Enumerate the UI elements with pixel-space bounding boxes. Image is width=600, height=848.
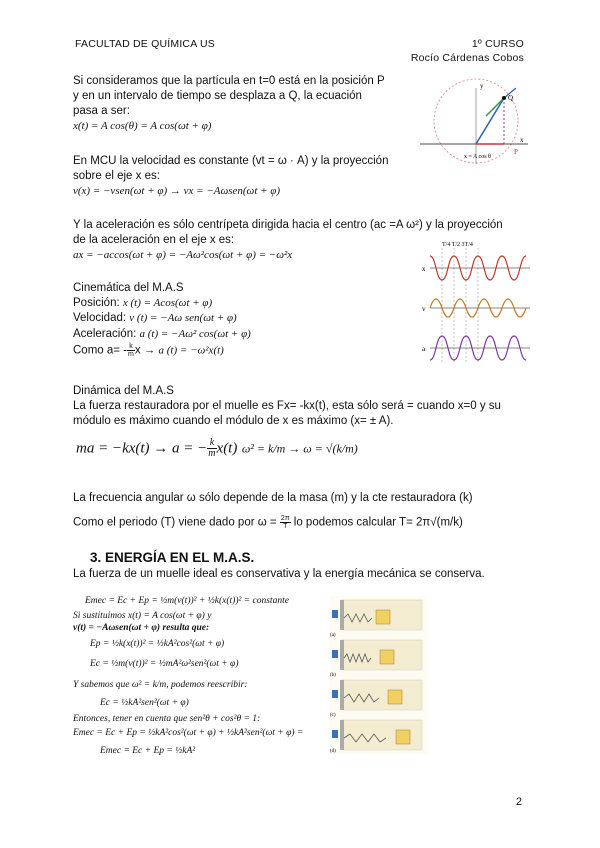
kinematics-position xyxy=(73,296,212,310)
acceleration-equation: ax = −accos(ωt + φ) = −Aω²cos(ωt + φ) = −ω²x xyxy=(73,249,293,261)
k-over-m-fraction: $\frac{k}{m}$ xyxy=(128,343,134,358)
energy-line-5: Ec = ½m(v(t))² = ½mA²ω²sen²(ωt + φ) xyxy=(90,659,239,669)
header-course: 1º CURSO xyxy=(471,38,524,50)
dynamics-eq-right: ω² = k/m → ω = √(k/m) xyxy=(241,441,358,456)
dynamics-k-over-m: $\frac{k}{m}$ xyxy=(208,437,216,459)
dynamics-title: Dinámica del M.A.S xyxy=(73,385,174,397)
graph-label-v: v xyxy=(422,305,426,313)
graph-label-a: a xyxy=(422,345,426,353)
mas-graphs-figure xyxy=(422,238,534,368)
accel-line-2: de la aceleración en el eje x es: xyxy=(73,234,235,246)
dynamics-eq-mid: x(t) xyxy=(216,440,238,457)
period-prefix: Como el periodo (T) viene dado por ω = xyxy=(73,516,277,529)
intro-line-1: Si consideramos que la partícula en t=0 está en la posición P xyxy=(73,75,385,87)
velocity-eq: v (t) = −Aω sen(ωt + φ) xyxy=(129,312,237,324)
graph-label-x: x xyxy=(422,265,426,273)
svg-text:(a): (a) xyxy=(330,633,336,638)
energy-line-9: Emec = Ec + Ep = ½kA²cos²(ωt + φ) + ½kA²sen²(ωt + φ) = xyxy=(73,728,304,738)
svg-text:(c): (c) xyxy=(330,713,336,718)
como-eq: a (t) = −ω²x(t) xyxy=(158,344,224,357)
energy-line-4: Ep = ½k(x(t))² = ½kA²cos²(ωt + φ) xyxy=(90,639,225,649)
energy-line-10: Emec = Ec + Ep = ½kA² xyxy=(100,746,196,756)
label-P: P xyxy=(514,148,518,156)
svg-text:(b): (b) xyxy=(330,673,336,678)
energy-line-2: Si sustituimos x(t) = A cos(ωt + φ) y xyxy=(73,611,212,621)
intro-line-2: y en un intervalo de tiempo se desplaza a Q, la ecuación xyxy=(73,90,362,102)
kinematics-velocity xyxy=(73,311,237,325)
acceleration-label: Aceleración: xyxy=(73,328,137,340)
position-label: Posición: xyxy=(73,297,120,309)
label-bottom: x = A cos θ xyxy=(464,154,491,160)
energy-line-3: v(t) = −Aωsen(ωt + φ) resulta que: xyxy=(73,623,210,633)
label-y: y xyxy=(480,82,484,90)
spring-energy-figure xyxy=(330,596,428,754)
section-3-heading: 3. ENERGÍA EN EL M.A.S. xyxy=(90,550,255,565)
intro-line-3: pasa a ser: xyxy=(73,105,130,117)
como-prefix: Como a= - xyxy=(73,344,128,357)
position-equation: x(t) = A cos(θ) = A cos(ωt + φ) xyxy=(73,120,212,132)
dynamics-line-1: La fuerza restauradora por el muelle es Fx= -kx(t), esta sólo será = cuando x=0 y su xyxy=(73,400,501,412)
mcu-line-1: En MCU la velocidad es constante (vt = ω · A) y la proyección xyxy=(73,155,389,167)
mcu-line-2: sobre el eje x es: xyxy=(73,170,160,182)
energy-line-6: Y sabemos que ω² = k/m, podemos reescribir: xyxy=(73,680,248,690)
como-mid: x → xyxy=(134,344,156,357)
energy-line-8: Entonces, tener en cuenta que sen²θ + cos²θ = 1: xyxy=(73,714,261,724)
dynamics-line-2: módulo es máximo cuando el módulo de x es máximo (x= ± A). xyxy=(73,415,394,427)
page-number: 2 xyxy=(515,796,522,808)
period-suffix: lo podemos calcular T= 2π√(m/k) xyxy=(293,516,463,529)
label-Q: Q xyxy=(508,94,514,102)
header-author: Rocío Cárdenas Cobos xyxy=(410,52,524,64)
label-x: x xyxy=(520,136,524,144)
position-eq: x (t) = Acos(ωt + φ) xyxy=(122,297,213,309)
two-pi-over-T-fraction: $\frac{2\pi}{T}$ xyxy=(280,515,290,530)
accel-line-1: Y la aceleración es sólo centrípeta dirigida hacia el centro (ac =A ω²) y la proyección xyxy=(73,219,503,231)
velocity-label: Velocidad: xyxy=(73,312,127,324)
section-3-line-1: La fuerza de un muelle ideal es conservativa y la energía mecánica se conserva. xyxy=(73,568,485,580)
kinematics-acceleration xyxy=(73,327,251,341)
dynamics-equation xyxy=(76,438,358,459)
frequency-line-2 xyxy=(73,515,463,530)
circle-projection-figure xyxy=(420,76,530,166)
header-faculty: FACULTAD DE QUÍMICA US xyxy=(75,38,215,50)
spring-panel-d xyxy=(330,720,422,754)
energy-line-1: Emec = Ec + Ep = ½m(v(t))² + ½k(x(t))² = constante xyxy=(85,596,289,606)
kinematics-title: Cinemática del M.A.S xyxy=(73,282,184,294)
acceleration-eq: a (t) = −Aω² cos(ωt + φ) xyxy=(139,328,251,340)
svg-text:(d): (d) xyxy=(330,749,336,754)
radius-vector xyxy=(476,98,504,144)
frequency-line-1: La frecuencia angular ω sólo depende de la masa (m) y la cte restauradora (k) xyxy=(73,492,473,504)
velocity-equation: v(x) = −vsen(ωt + φ) → vx = −Aωsen(ωt + φ) xyxy=(73,185,281,197)
time-ticks: T/4 T/2 3T/4 xyxy=(442,242,473,248)
dynamics-eq-left: ma = −kx(t) → a = − xyxy=(76,440,208,457)
energy-line-7: Ec = ½kA²sen²(ωt + φ) xyxy=(100,698,189,708)
point-Q-marker xyxy=(502,96,506,100)
kinematics-como xyxy=(73,343,224,358)
